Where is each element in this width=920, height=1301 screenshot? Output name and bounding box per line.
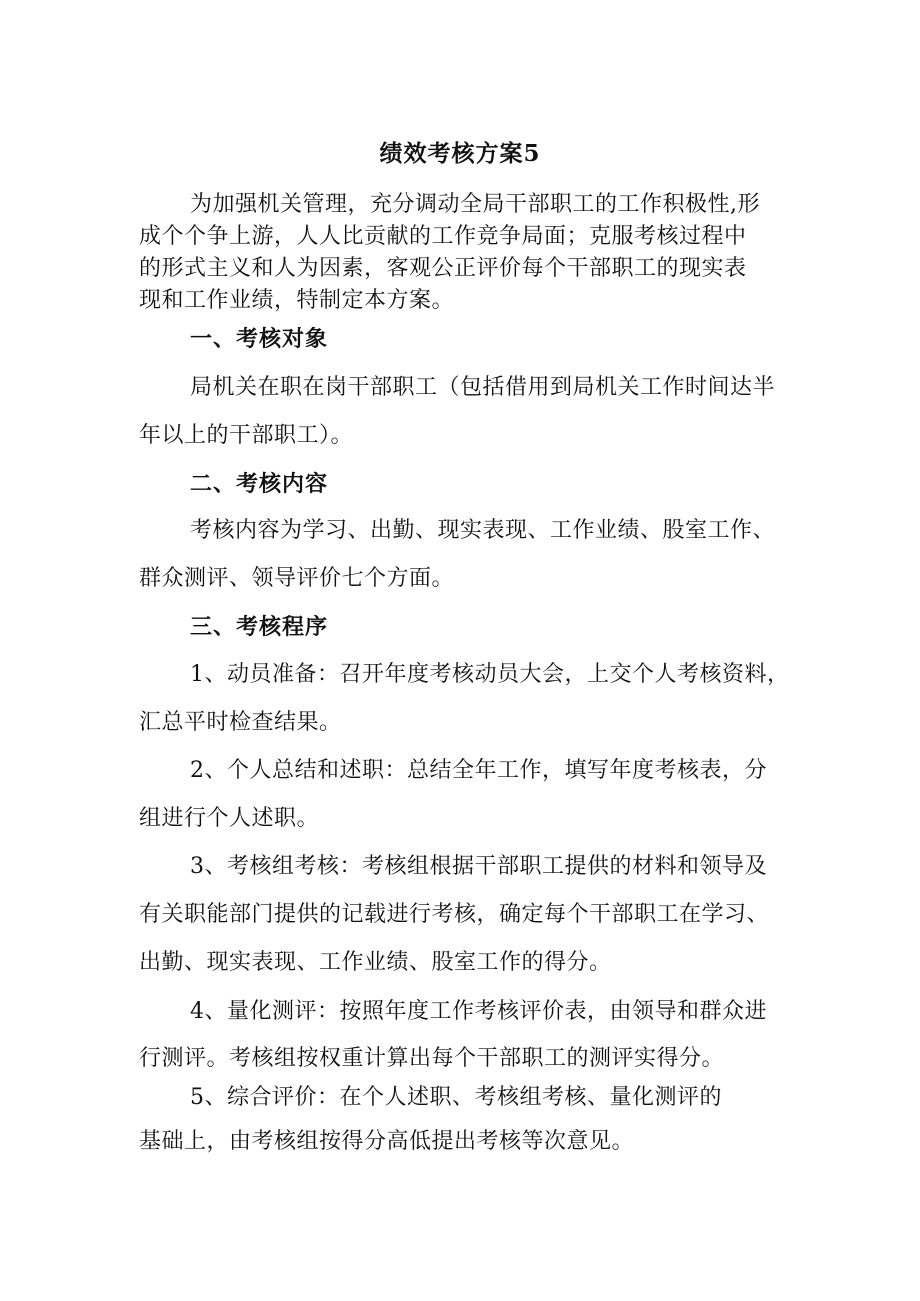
step3-line-1: 3、考核组考核：考核组根据干部职工提供的材料和领导及 [190, 854, 767, 879]
step3-line-3: 出勤、现实表现、工作业绩、股室工作的得分。 [139, 950, 612, 975]
intro-line-3: 的形式主义和人为因素，客观公正评价每个干部职工的现实表 [139, 256, 747, 281]
step1-line-1: 1、动员准备：召开年度考核动员大会，上交个人考核资料， [190, 662, 790, 687]
intro-line-4: 现和工作业绩，特制定本方案。 [139, 288, 455, 313]
section1-line-2: 年以上的干部职工）。 [139, 423, 354, 448]
step4-line-2: 行测评。考核组按权重计算出每个干部职工的测评实得分。 [139, 1046, 725, 1071]
step1-line-2: 汇总平时检查结果。 [139, 710, 342, 735]
step2-line-2: 组进行个人述职。 [139, 806, 320, 831]
section2-line-2: 群众测评、领导评价七个方面。 [139, 566, 455, 591]
step5-line-1: 5、综合评价：在个人述职、考核组考核、量化测评的 [190, 1085, 722, 1110]
section2-line-1: 考核内容为学习、出勤、现实表现、工作业绩、股室工作、 [190, 518, 776, 543]
document-title: 绩效考核方案5 [379, 140, 541, 167]
step2-line-1: 2、个人总结和述职：总结全年工作，填写年度考核表，分 [190, 758, 767, 783]
step3-line-2: 有关职能部门提供的记载进行考核，确定每个干部职工在学习、 [139, 902, 770, 927]
step4-line-1: 4、量化测评：按照年度工作考核评价表，由领导和群众进 [190, 999, 767, 1024]
section-heading-assessment-targets: 一、考核对象 [190, 326, 329, 352]
intro-line-1: 为加强机关管理，充分调动全局干部职工的工作积极性,形 [190, 192, 760, 217]
section-heading-assessment-procedure: 三、考核程序 [190, 614, 329, 640]
section-heading-assessment-content: 二、考核内容 [190, 471, 329, 497]
step5-line-2: 基础上，由考核组按得分高低提出考核等次意见。 [139, 1129, 635, 1154]
intro-line-2: 成个个争上游，人人比贡献的工作竞争局面；克服考核过程中 [139, 224, 747, 249]
section1-line-1: 局机关在职在岗干部职工（包括借用到局机关工作时间达半 [190, 375, 776, 400]
